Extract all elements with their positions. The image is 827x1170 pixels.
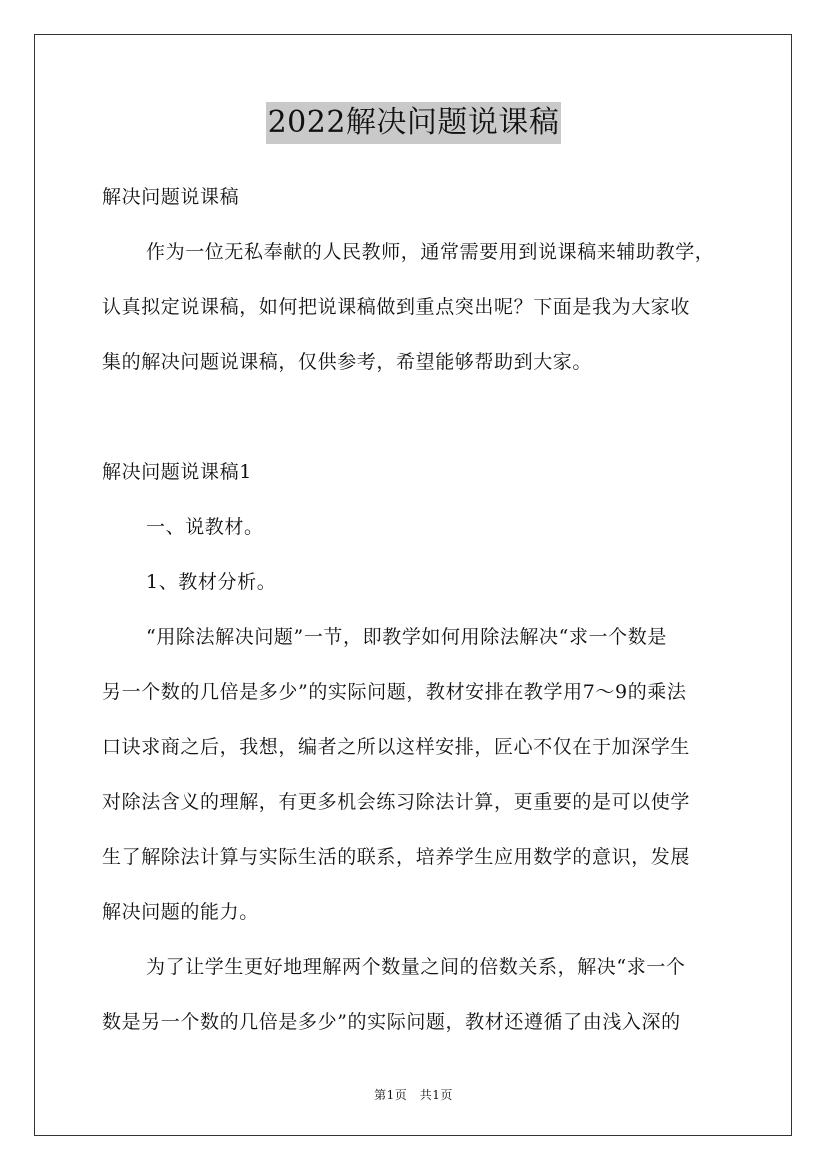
intro-line: 集的解决问题说课稿，仅供参考，希望能够帮助到大家。 [102, 351, 593, 373]
paragraph-line: “用除法解决问题”一节，即教学如何用除法解决“求一个数是 [146, 626, 667, 648]
document-body [102, 170, 728, 1050]
heading-1: 一、说教材。 [146, 516, 264, 538]
blank-line [102, 390, 728, 445]
page-footer: 第1页 共1页 [374, 1088, 453, 1102]
heading-2: 1、教材分析。 [146, 571, 277, 593]
paragraph-line: 另一个数的几倍是多少”的实际问题，教材安排在教学用7～9的乘法 [102, 681, 687, 703]
paragraph-line: 生了解除法计算与实际生活的联系，培养学生应用数学的意识，发展 [102, 846, 691, 868]
title-container [0, 102, 827, 144]
section-title: 解决问题说课稿1 [102, 461, 252, 483]
intro-line: 作为一位无私奉献的人民教师，通常需要用到说课稿来辅助教学， [146, 241, 715, 263]
paragraph-line: 解决问题的能力。 [102, 901, 259, 923]
subtitle: 解决问题说课稿 [102, 186, 240, 208]
paragraph-line: 口诀求商之后，我想，编者之所以这样安排，匠心不仅在于加深学生 [102, 736, 691, 758]
intro-line: 认真拟定说课稿，如何把说课稿做到重点突出呢？下面是我为大家收 [102, 296, 691, 318]
paragraph-line: 为了让学生更好地理解两个数量之间的倍数关系，解决“求一个 [146, 956, 686, 978]
paragraph-line: 对除法含义的理解，有更多机会练习除法计算，更重要的是可以使学 [102, 791, 691, 813]
paragraph-line: 数是另一个数的几倍是多少”的实际问题，教材还遵循了由浅入深的 [102, 1011, 681, 1033]
document-title: 2022解决问题说课稿 [266, 102, 562, 144]
